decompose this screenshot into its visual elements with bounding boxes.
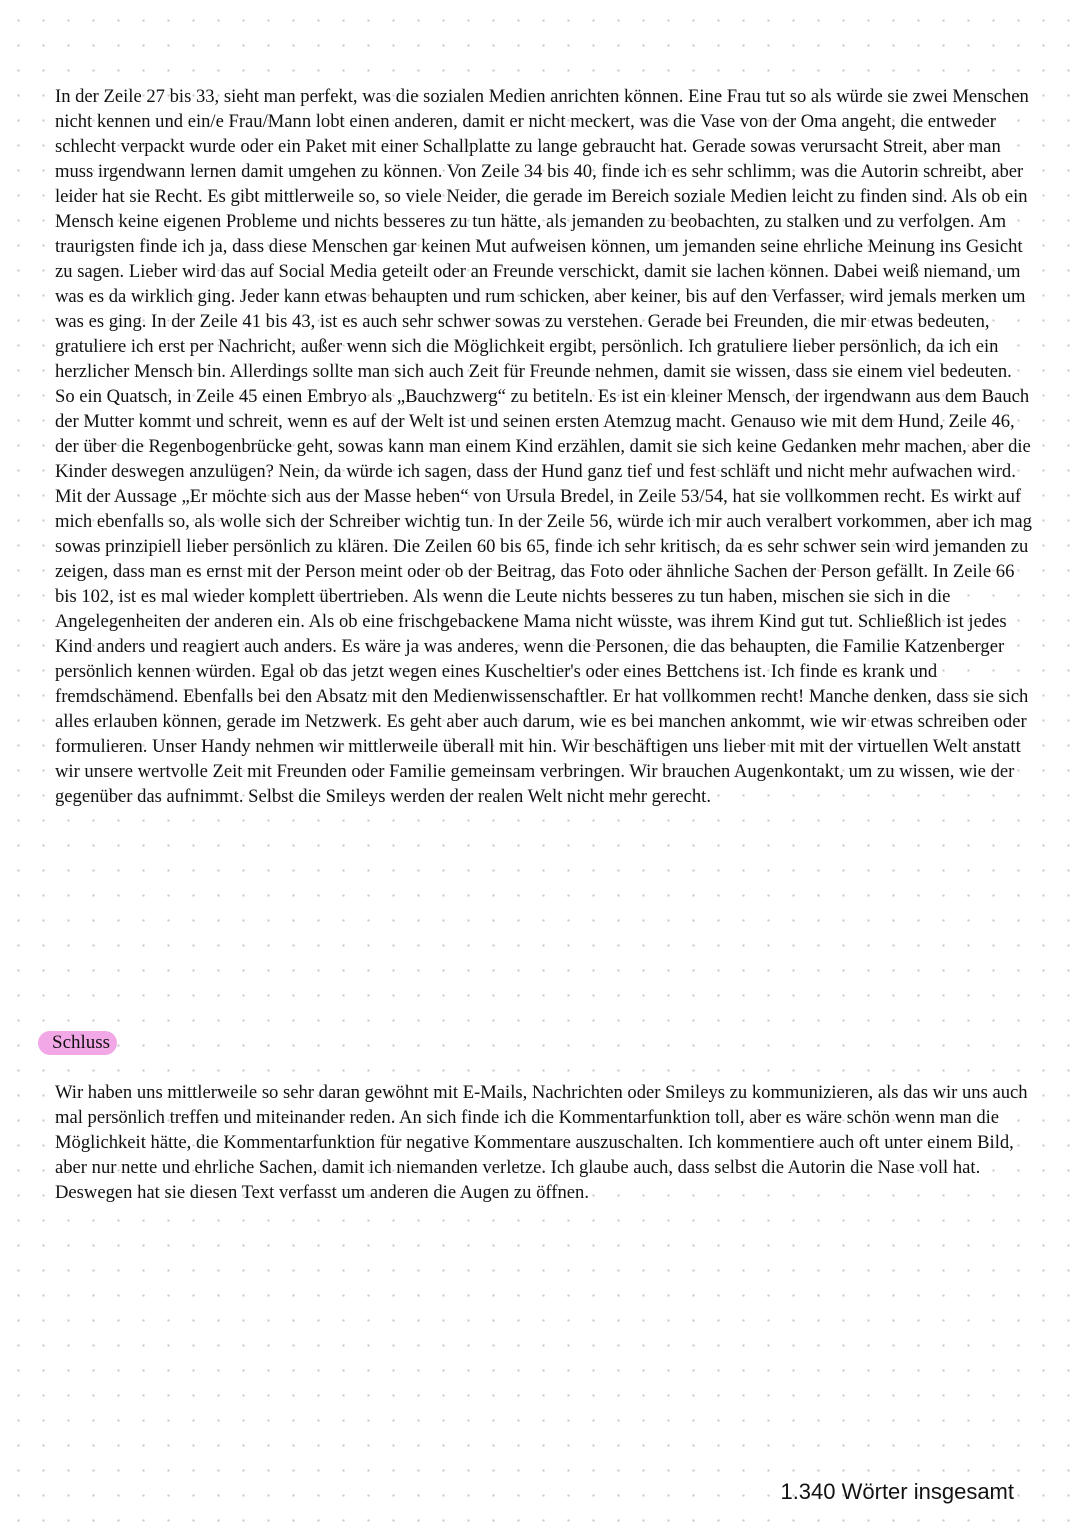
section-heading-schluss: Schluss (38, 1031, 117, 1055)
body-paragraph-main: In der Zeile 27 bis 33, sieht man perfekt, was die sozialen Medien anrichten können. Eine Frau tut so als würde sie zwei Menschen nicht kennen und ein/e Frau/Mann lobt einen anderen, damit er nicht meckert, was die Vase von der Oma angeht, die entweder schlecht verpackt wurde oder ein Paket mit einer Schallplatte zu lange gebraucht hat. Gerade sowas verursacht Streit, aber man muss irgendwann lernen damit umgehen zu können. Von Zeile 34 bis 40, finde ich es sehr schlimm, was die Autorin schreibt, aber leider hat sie Recht. Es gibt mittlerweile so, so viele Neider, die gerade im Bereich soziale Medien leicht zu finden sind. Als ob ein Mensch keine eigenen Probleme und nichts besseres zu tun hätte, als jemanden zu beobachten, zu stalken und zu verfolgen. Am traurigsten finde ich ja, dass diese Menschen gar keinen Mut aufweisen können, um jemanden seine ehrliche Meinung ins Gesicht zu sagen. Lieber wird das auf Social Media geteilt oder an Freunde verschickt, damit sie lachen können. Dabei weiß niemand, um was es da wirklich ging. Jeder kann etwas behaupten und rum schicken, aber keiner, bis auf den Verfasser, wird jemals merken um was es ging. In der Zeile 41 bis 43, ist es auch sehr schwer sowas zu verstehen. Gerade bei Freunden, die mir etwas bedeuten, gratuliere ich erst per Nachricht, außer wenn sich die Möglichkeit ergibt, persönlich. Ich gratuliere lieber persönlich, da ich ein herzlicher Mensch bin. Allerdings sollte man sich auch Zeit für Freunde nehmen, damit sie wissen, dass sie einem viel bedeuten. So ein Quatsch, in Zeile 45 einen Embryo als „Bauchzwerg“ zu betiteln. Es ist ein kleiner Mensch, der irgendwann aus dem Bauch der Mutter kommt und schreit, wenn es auf der Welt ist und seinen ersten Atemzug macht. Genauso wie mit dem Hund, Zeile 46, der über die Regenbogenbrücke geht, sowas kann man einem Kind erzählen, damit sie sich keine Gedanken mehr machen, aber die Kinder deswegen anzulügen? Nein, da würde ich sagen, dass der Hund ganz tief und fest schläft und nicht mehr aufwachen wird. Mit der Aussage „Er möchte sich aus der Masse heben“ von Ursula Bredel, in Zeile 53/54, hat sie vollkommen recht. Es wirkt auf mich ebenfalls so, als wolle sich der Schreiber wichtig tun. In der Zeile 56, würde ich mir auch veralbert vorkommen, aber ich mag sowas prinzipiell lieber persönlich zu klären. Die Zeilen 60 bis 65, finde ich sehr kritisch, da es sehr schwer sein wird jemanden zu zeigen, dass man es ernst mit der Person meint oder ob der Beitrag, das Foto oder ähnliche Sachen der Person gefällt. In Zeile 66 bis 102, ist es mal wieder komplett übertrieben. Als wenn die Leute nichts besseres zu tun haben, mischen sie sich in die Angelegenheiten der anderen ein. Als ob eine frischgebackene Mama nicht wüsste, was ihrem Kind gut tut. Schließlich ist jedes Kind anders und reagiert auch anders. Es wäre ja was anderes, wenn die Personen, die das behaupten, die Familie Katzenberger persönlich kennen würden. Egal ob das jetzt wegen eines Kuscheltier's oder eines Bettchens ist. Ich finde es krank und fremdschämend. Ebenfalls bei den Absatz mit den Medienwissenschaftler. Er hat vollkommen recht! Manche denken, dass sie sich alles erlauben können, gerade im Netzwerk. Es geht aber auch darum, wie es bei manchen ankommt, wie wir etwas schreiben oder formulieren. Unser Handy nehmen wir mittlerweile überall mit hin. Wir beschäftigen uns lieber mit mit der virtuellen Welt anstatt wir unsere wertvolle Zeit mit Freunden oder Familie gemeinsam verbringen. Wir brauchen Augenkontakt, um zu wissen, wie der gegenüber das aufnimmt. Selbst die Smileys werden der realen Welt nicht mehr gerecht. (55, 86, 1032, 807)
body-paragraph-schluss: Wir haben uns mittlerweile so sehr daran gewöhnt mit E-Mails, Nachrichten oder Smileys zu kommunizieren, als das wir uns auch mal persönlich treffen und miteinander reden. An sich finde ich die Kommentarfunktion toll, aber es wäre schön wenn man die Möglichkeit hätte, die Kommentarfunktion für negative Kommentare auszuschalten. Ich kommentiere auch oft unter einem Bild, aber nur nette und ehrliche Sachen, damit ich niemanden verletze. Ich glaube auch, dass selbst die Autorin die Nase voll hat. Deswegen hat sie diesen Text verfasst um anderen die Augen zu öffnen. (55, 1082, 1028, 1203)
word-count-label: 1.340 Wörter insgesamt (780, 1479, 1014, 1504)
